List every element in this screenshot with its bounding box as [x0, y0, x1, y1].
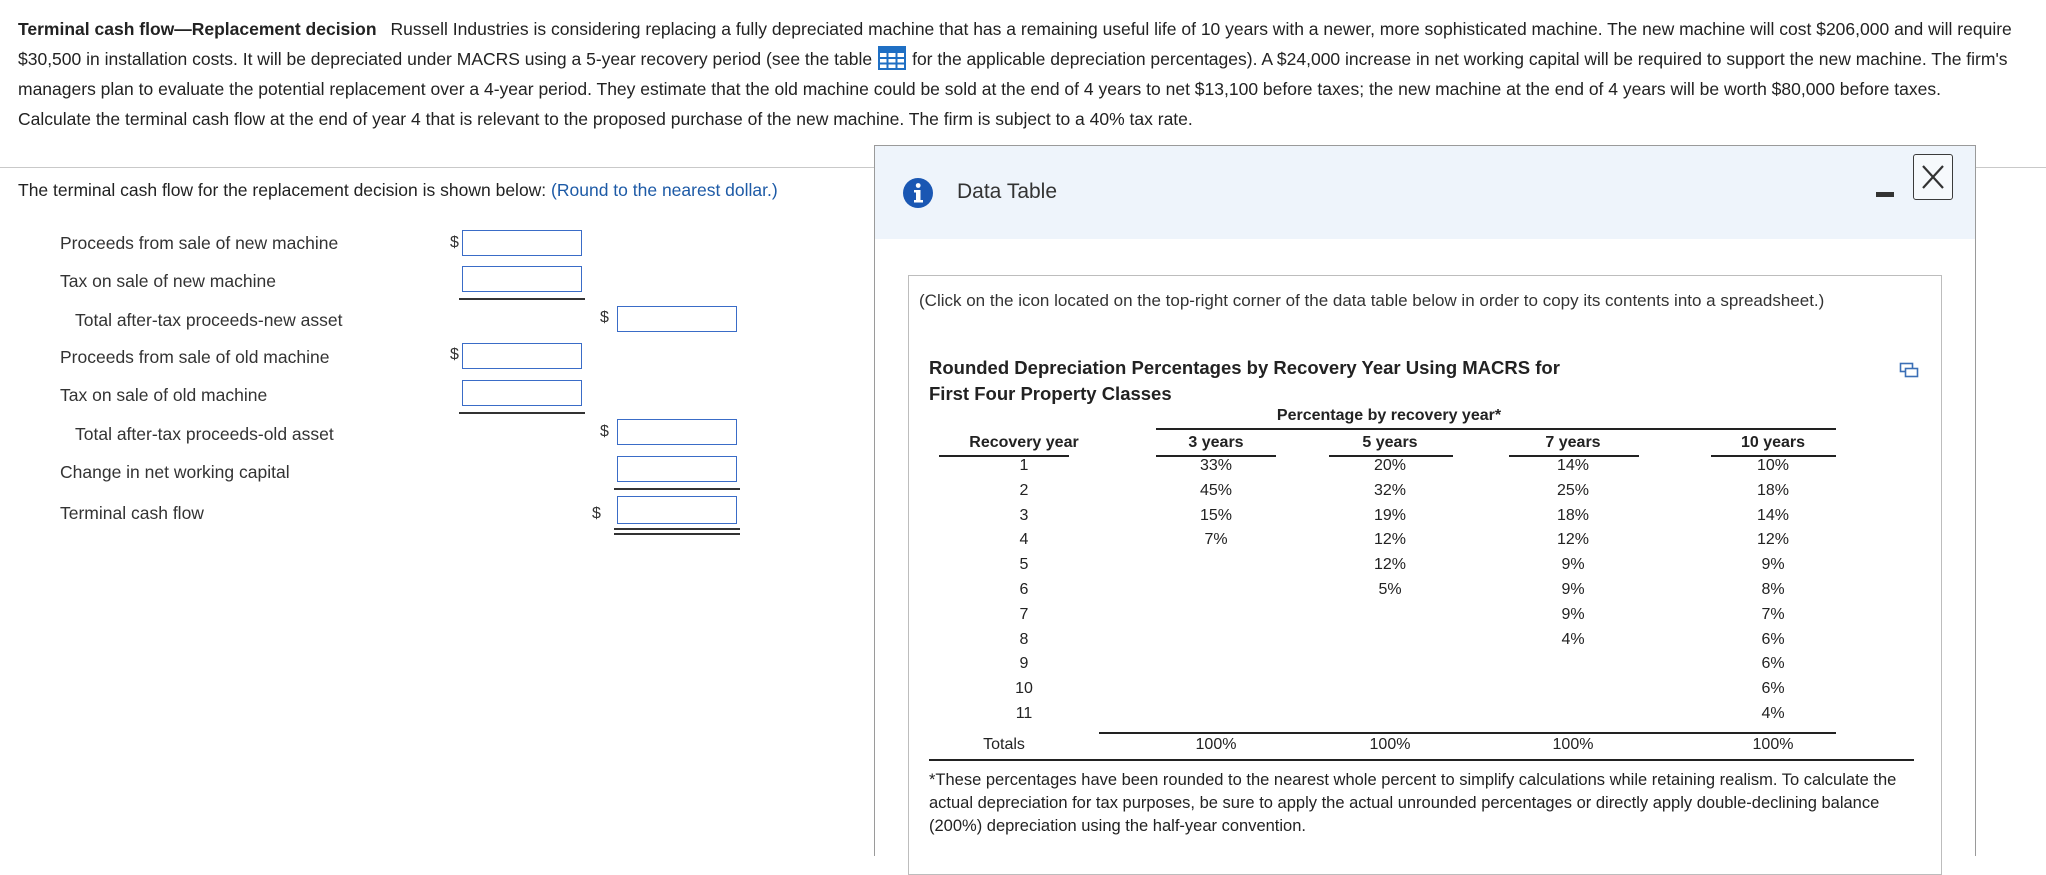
dollar-sign: $ — [592, 505, 601, 522]
instruction-text: The terminal cash flow for the replacement decision is shown below: — [18, 180, 552, 200]
percentage-cell: 12% — [1756, 531, 1790, 549]
column-header: 10 years — [1740, 434, 1806, 451]
percentage-cell: 6% — [1761, 630, 1785, 648]
close-icon[interactable] — [1913, 154, 1953, 200]
percentage-cell: 12% — [1556, 531, 1590, 549]
row-label-tax-new: Tax on sale of new machine — [60, 271, 276, 291]
percentage-cell: 9% — [1561, 581, 1585, 598]
proceeds-new-machine-input[interactable] — [462, 230, 582, 256]
totals-cell: 100% — [1752, 736, 1794, 753]
percentage-cell: 32% — [1373, 481, 1407, 499]
problem-title: Terminal cash flow—Replacement decision — [18, 19, 377, 39]
column-header: 7 years — [1545, 434, 1601, 451]
column-header: Recovery year — [969, 434, 1079, 451]
column-header: 3 years — [1188, 434, 1244, 451]
footnote-rule — [929, 759, 1914, 761]
percentage-cell: 45% — [1199, 481, 1233, 499]
instruction — [18, 180, 778, 201]
percentage-cell: 9% — [1561, 556, 1585, 574]
percentage-cell: 5% — [1378, 581, 1402, 598]
percentage-cell: 18% — [1756, 481, 1790, 499]
problem-text-part1: Russell Industries is considering replacing a fully depreciated machine that has a remaining useful life of 10 years with a newer, more sophisticated machine. The new machine will cost $206,000 and will require $30,500 in installation costs. It will be depreciated under MACRS using a 5-year recovery period (see the table — [18, 19, 2012, 69]
percentage-cell: 18% — [1556, 506, 1590, 524]
percentage-cell: 6% — [1761, 655, 1785, 673]
dialog-header — [875, 146, 1975, 239]
double-underline — [614, 533, 740, 535]
terminal-cash-flow-input[interactable] — [617, 496, 737, 524]
change-nwc-input[interactable] — [617, 456, 737, 482]
dollar-sign: $ — [600, 423, 609, 440]
underline — [459, 412, 585, 414]
percentage-cell: 7% — [1204, 531, 1228, 549]
percentage-cell: 14% — [1556, 457, 1590, 474]
recovery-year-cell: 6 — [1019, 581, 1029, 598]
totals-cell: 100% — [1369, 736, 1411, 753]
row-label-proceeds-old: Proceeds from sale of old machine — [60, 347, 330, 367]
underline — [459, 298, 585, 300]
totals-cell: 100% — [1195, 736, 1237, 753]
recovery-year-cell: 2 — [1019, 481, 1029, 499]
percentage-cell: 7% — [1761, 605, 1785, 623]
total-after-tax-new-input[interactable] — [617, 306, 737, 332]
group-header-rule — [1156, 428, 1836, 430]
row-label-total-old: Total after-tax proceeds-old asset — [75, 424, 334, 444]
totals-rule — [1099, 732, 1836, 734]
table-title-line1: Rounded Depreciation Percentages by Recovery Year Using MACRS for — [929, 357, 1560, 378]
row-label-terminal: Terminal cash flow — [60, 503, 204, 523]
dialog-title: Data Table — [957, 180, 1058, 203]
percentage-cell: 12% — [1373, 556, 1407, 574]
row-label-proceeds-new: Proceeds from sale of new machine — [60, 233, 339, 253]
table-title-line2: First Four Property Classes — [929, 383, 1172, 404]
percentage-cell: 4% — [1561, 630, 1585, 648]
recovery-year-cell: 5 — [1019, 556, 1029, 574]
data-table-panel — [908, 275, 1942, 875]
dollar-sign: $ — [600, 309, 609, 326]
percentage-cell: 19% — [1373, 506, 1407, 524]
recovery-year-cell: 8 — [1019, 630, 1029, 648]
percentage-cell: 9% — [1761, 556, 1785, 574]
percentage-cell: 33% — [1199, 457, 1233, 474]
total-after-tax-old-input[interactable] — [617, 419, 737, 445]
double-underline — [614, 528, 740, 530]
proceeds-old-machine-input[interactable] — [462, 343, 582, 369]
recovery-year-cell: 10 — [1015, 680, 1033, 698]
percentage-cell: 8% — [1761, 581, 1785, 598]
table-footnote: *These percentages have been rounded to the nearest whole percent to simplify calculations while retaining realism. To calculate the actual depreciation for tax purposes, be sure to apply the actual unrounded percentages or directly apply double-declining balance (200%) depreciation using the half-year convention. — [929, 771, 1897, 835]
dollar-sign: $ — [450, 234, 459, 251]
recovery-year-cell: 4 — [1019, 531, 1029, 549]
info-icon — [902, 177, 934, 209]
recovery-year-cell: 3 — [1019, 506, 1029, 524]
row-label-total-new: Total after-tax proceeds-new asset — [75, 310, 343, 330]
totals-cell: 100% — [1552, 736, 1594, 753]
recovery-year-cell: 11 — [1015, 705, 1033, 722]
table-icon[interactable] — [878, 46, 906, 70]
tax-old-machine-input[interactable] — [462, 380, 582, 406]
percentage-cell: 6% — [1761, 680, 1785, 698]
recovery-year-cell: 1 — [1019, 457, 1029, 474]
percentage-cell: 20% — [1373, 457, 1407, 474]
copy-instructions: (Click on the icon located on the top-right corner of the data table below in order to copy its contents into a spreadsheet.) — [919, 291, 1825, 310]
percentage-cell: 12% — [1373, 531, 1407, 549]
table-title — [929, 355, 1560, 407]
row-label-nwc: Change in net working capital — [60, 462, 290, 482]
recovery-year-cell: 7 — [1019, 605, 1029, 623]
tax-new-machine-input[interactable] — [462, 266, 582, 292]
percentage-cell: 14% — [1756, 506, 1790, 524]
percentage-cell: 9% — [1561, 605, 1585, 623]
problem-statement — [18, 14, 2018, 134]
percentage-cell: 15% — [1199, 506, 1233, 524]
rounding-hint: (Round to the nearest dollar.) — [551, 180, 778, 200]
row-label-tax-old: Tax on sale of old machine — [60, 385, 268, 405]
percentage-cell: 25% — [1556, 481, 1590, 499]
column-header: 5 years — [1362, 434, 1418, 451]
data-table-dialog — [874, 145, 1976, 856]
copy-icon[interactable] — [1899, 362, 1919, 378]
percentage-cell: 10% — [1756, 457, 1790, 474]
totals-label: Totals — [983, 736, 1025, 753]
minimize-icon[interactable] — [1875, 188, 1897, 202]
dollar-sign: $ — [450, 346, 459, 363]
group-header: Percentage by recovery year* — [1276, 407, 1502, 424]
percentage-cell: 4% — [1761, 705, 1785, 722]
recovery-year-cell: 9 — [1019, 655, 1029, 673]
problem-text-part2: for the applicable depreciation percentages). A $24,000 increase in net working capital will be required to support the new machine. The firm's managers plan to evaluate the potential replacement over a 4-year period. They estimate that the old machine could be sold at the end of 4 years to net $13,100 before taxes; the new machine at the end of 4 years will be worth $80,000 before taxes. Calculate the terminal cash flow at the end of year 4 that is relevant to the proposed purchase of the new machine. The firm is subject to a 40% tax rate. — [18, 49, 2008, 129]
underline — [614, 488, 740, 490]
